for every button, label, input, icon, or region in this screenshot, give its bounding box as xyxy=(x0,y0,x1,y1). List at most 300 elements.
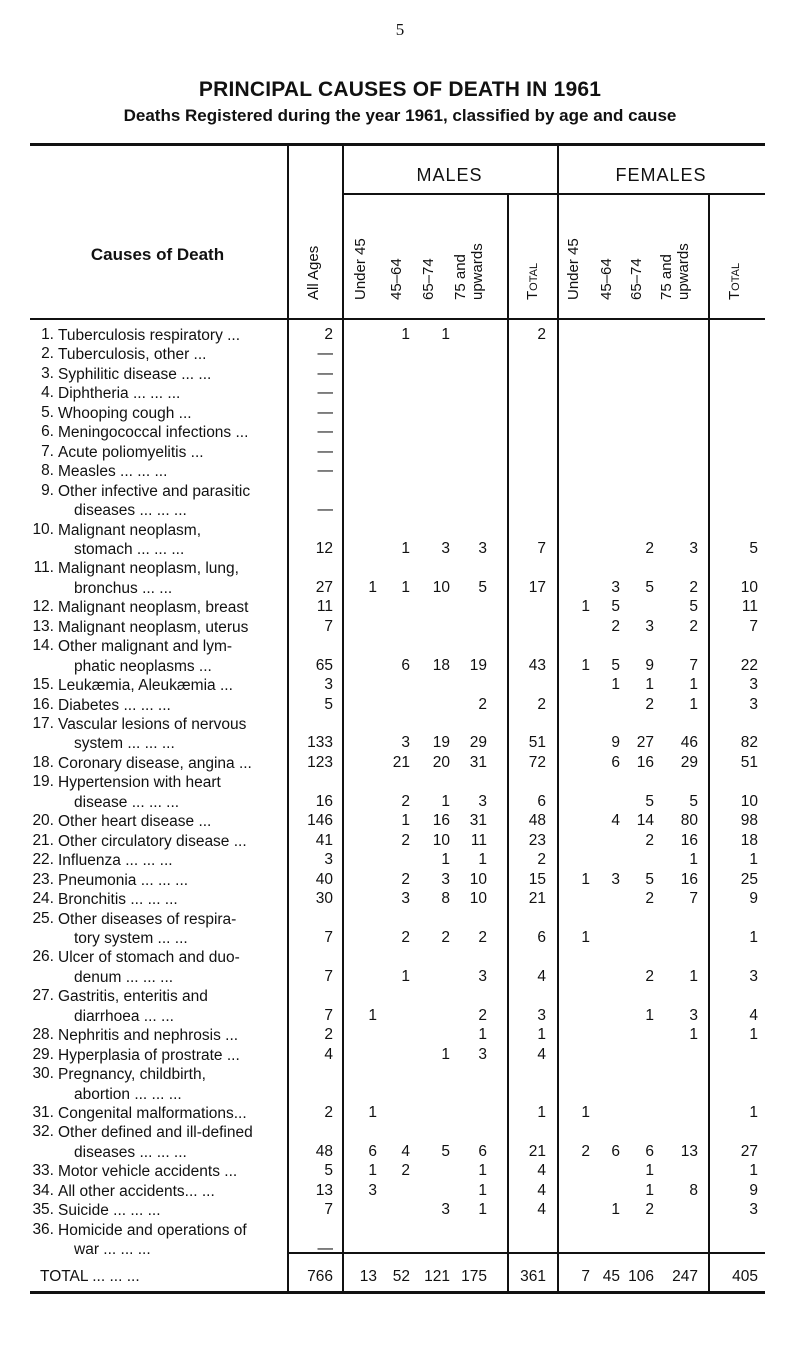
all-ages-value: 11 xyxy=(316,598,333,616)
male-value: 1 xyxy=(401,812,410,830)
male-total-value: 6 xyxy=(537,928,546,946)
cause-label: diseases ... ... ... xyxy=(74,502,187,520)
female-value: 6 xyxy=(645,1142,654,1160)
females-header: FEMALES xyxy=(615,165,707,185)
all-ages-value: 13 xyxy=(315,1181,333,1199)
all-ages-value: 2 xyxy=(324,1026,333,1044)
cause-label: Syphilitic disease ... ... xyxy=(58,365,212,383)
male-total-value: 15 xyxy=(528,870,546,888)
male-total-value: 1 xyxy=(537,1026,546,1044)
female-total-value: 27 xyxy=(740,1142,758,1160)
cause-label: Vascular lesions of nervous xyxy=(58,716,247,733)
female-value: 4 xyxy=(611,812,620,830)
row-number: 32. xyxy=(32,1123,54,1141)
cause-label: Other malignant and lym- xyxy=(58,638,233,656)
female-value: 1 xyxy=(611,676,620,694)
cause-label: Congenital malformations... xyxy=(58,1105,247,1122)
male-value: 2 xyxy=(401,870,410,888)
female-value: 1 xyxy=(581,928,590,946)
male-value: 2 xyxy=(401,928,410,946)
male-value: 3 xyxy=(401,734,410,752)
cause-label: bronchus ... ... xyxy=(74,579,173,597)
cause-label: diarrhoea ... ... xyxy=(74,1007,174,1025)
female-value: 1 xyxy=(689,695,698,713)
female-total-value: 51 xyxy=(740,753,758,771)
male-total-value: 23 xyxy=(528,831,546,849)
cause-label: Tuberculosis respiratory ... xyxy=(58,327,241,344)
female-total-value: 1 xyxy=(749,1104,758,1121)
row-number: 6. xyxy=(41,423,54,441)
female-total-value: 3 xyxy=(749,676,758,694)
male-total-value: 4 xyxy=(537,1181,546,1199)
total-label: TOTAL ... ... ... xyxy=(40,1268,140,1285)
female-value: 1 xyxy=(581,598,590,616)
male-total-value: 1 xyxy=(537,1104,546,1121)
row-number: 34. xyxy=(32,1181,54,1199)
female-total-value: 3 xyxy=(749,967,758,985)
cause-label: Whooping cough ... xyxy=(58,404,192,422)
row-number: 3. xyxy=(41,364,54,382)
female-value: 8 xyxy=(689,1181,698,1199)
female-value: 1 xyxy=(645,676,654,694)
row-number: 2. xyxy=(41,345,54,363)
bottom-rule xyxy=(30,1291,765,1294)
male-value: 3 xyxy=(441,539,450,557)
page-title: PRINCIPAL CAUSES OF DEATH IN 1961 xyxy=(198,78,602,101)
total-male-value: 13 xyxy=(359,1268,377,1285)
row-number: 7. xyxy=(41,442,54,460)
male-total-value: 43 xyxy=(528,656,546,674)
male-value: 31 xyxy=(469,753,487,771)
row-number: 8. xyxy=(41,462,54,480)
row-number: 27. xyxy=(32,987,54,1005)
male-value: 1 xyxy=(401,578,410,596)
all-ages-value: 133 xyxy=(307,734,333,752)
female-value: 80 xyxy=(680,812,698,830)
male-value: 1 xyxy=(478,1162,487,1180)
cause-label: Other circulatory disease ... xyxy=(58,832,247,850)
cause-label: Gastritis, enteritis and xyxy=(58,988,208,1006)
male-value: 4 xyxy=(401,1142,410,1160)
row-number: 15. xyxy=(32,676,54,694)
cause-label: Acute poliomyelitis ... xyxy=(58,443,204,461)
female-value: 1 xyxy=(581,870,590,888)
male-45-64-header: 45–64 xyxy=(388,258,405,300)
total-male-value: 52 xyxy=(392,1268,410,1285)
male-total-value: 4 xyxy=(537,1201,546,1219)
male-value: 31 xyxy=(469,812,487,830)
male-total-value: 4 xyxy=(537,1162,546,1180)
row-number: 14. xyxy=(32,637,54,655)
total-male-total: 361 xyxy=(520,1268,546,1285)
all-ages-value: 3 xyxy=(324,676,333,694)
row-number: 1. xyxy=(41,326,54,343)
female-value: 1 xyxy=(689,1026,698,1044)
male-value: 2 xyxy=(478,928,487,946)
female-total-value: 1 xyxy=(749,1162,758,1180)
all-ages-header: All Ages xyxy=(305,245,322,300)
row-number: 36. xyxy=(32,1220,54,1238)
female-value: 27 xyxy=(636,734,654,752)
male-value: 2 xyxy=(478,1006,487,1024)
male-value: 3 xyxy=(478,1045,487,1063)
male-value: 3 xyxy=(441,870,450,888)
all-ages-value: — xyxy=(317,423,333,441)
total-male-value: 175 xyxy=(461,1268,487,1285)
male-total-value: 21 xyxy=(528,1142,546,1160)
male-value: 2 xyxy=(401,1162,410,1180)
row-number: 29. xyxy=(32,1045,54,1063)
female-65-74-header: 65–74 xyxy=(628,258,645,300)
all-ages-value: 7 xyxy=(324,617,333,635)
group-header-rule xyxy=(342,193,765,195)
male-75-upwards-header: 75 and upwards xyxy=(452,243,486,300)
row-number: 20. xyxy=(32,812,54,830)
all-ages-value: — xyxy=(317,1240,333,1258)
all-ages-value: 123 xyxy=(307,753,333,771)
male-value: 3 xyxy=(478,539,487,557)
all-ages-value: — xyxy=(317,384,333,402)
row-number: 16. xyxy=(32,695,54,713)
male-value: 1 xyxy=(441,792,450,810)
total-female-value: 45 xyxy=(602,1268,620,1285)
cause-label: Other diseases of respira- xyxy=(58,910,237,928)
male-total-value: 4 xyxy=(537,1045,546,1063)
row-number: 23. xyxy=(32,870,54,888)
cause-label: Homicide and operations of xyxy=(58,1221,247,1239)
female-total-value: 4 xyxy=(749,1006,758,1024)
female-value: 2 xyxy=(645,831,654,849)
female-value: 16 xyxy=(680,831,698,849)
female-45-64-header: 45–64 xyxy=(598,258,615,300)
cause-label: Bronchitis ... ... ... xyxy=(58,891,178,909)
row-number: 33. xyxy=(32,1162,54,1180)
divider-female-total-left xyxy=(708,193,710,1291)
female-value: 16 xyxy=(680,870,698,888)
male-value: 1 xyxy=(401,967,410,985)
male-value: 1 xyxy=(478,851,487,869)
male-value: 10 xyxy=(469,870,487,888)
cause-label: denum ... ... ... xyxy=(74,968,174,986)
total-female-total: 405 xyxy=(732,1268,758,1285)
row-number: 19. xyxy=(32,773,54,791)
male-value: 1 xyxy=(441,851,450,869)
female-value: 3 xyxy=(689,539,698,557)
female-value: 1 xyxy=(689,676,698,694)
female-total-value: 9 xyxy=(749,890,758,908)
female-value: 3 xyxy=(689,1006,698,1024)
total-rule xyxy=(287,1252,765,1254)
male-value: 10 xyxy=(469,890,487,908)
male-total-value: 3 xyxy=(537,1006,546,1024)
female-value: 1 xyxy=(689,851,698,869)
cause-label: Pregnancy, childbirth, xyxy=(58,1066,206,1084)
cause-label: Pneumonia ... ... ... xyxy=(58,871,189,889)
row-number: 18. xyxy=(32,753,54,771)
page-number: 5 xyxy=(395,20,405,39)
all-ages-value: 146 xyxy=(307,812,333,830)
female-value: 1 xyxy=(689,967,698,985)
male-value: 11 xyxy=(470,831,487,849)
all-ages-value: 65 xyxy=(315,656,333,674)
cause-label: Malignant neoplasm, xyxy=(58,521,202,539)
all-ages-value: 3 xyxy=(324,851,333,869)
all-ages-value: 5 xyxy=(324,1162,333,1180)
row-number: 28. xyxy=(32,1026,54,1044)
cause-label: Suicide ... ... ... xyxy=(58,1202,161,1220)
female-value: 6 xyxy=(611,1142,620,1160)
male-value: 1 xyxy=(441,326,450,343)
male-value: 19 xyxy=(432,734,450,752)
all-ages-value: — xyxy=(317,442,333,460)
all-ages-value: 41 xyxy=(315,831,333,849)
female-total-value: 1 xyxy=(749,851,758,869)
male-value: 3 xyxy=(368,1181,377,1199)
all-ages-value: 12 xyxy=(315,539,333,557)
row-number: 13. xyxy=(32,617,54,635)
cause-label: tory system ... ... xyxy=(74,929,188,947)
female-value: 2 xyxy=(645,967,654,985)
cause-label: Diphtheria ... ... ... xyxy=(58,385,181,403)
female-value: 1 xyxy=(611,1201,620,1219)
female-value: 9 xyxy=(611,734,620,752)
male-total-value: 7 xyxy=(537,539,546,557)
male-value: 6 xyxy=(478,1142,487,1160)
female-value: 2 xyxy=(645,890,654,908)
all-ages-value: — xyxy=(317,403,333,421)
males-header: MALES xyxy=(416,165,483,185)
female-value: 5 xyxy=(611,598,620,616)
all-ages-value: 7 xyxy=(324,1006,333,1024)
row-number: 11. xyxy=(33,559,54,577)
female-total-value: 25 xyxy=(740,870,758,888)
male-value: 1 xyxy=(478,1201,487,1219)
cause-label: abortion ... ... ... xyxy=(74,1085,182,1103)
cause-label: Other infective and parasitic xyxy=(58,482,251,500)
female-total-value: 1 xyxy=(749,928,758,946)
cause-label: war ... ... ... xyxy=(74,1241,151,1259)
male-total-value: 51 xyxy=(528,734,546,752)
male-total-value: 6 xyxy=(537,792,546,810)
male-value: 1 xyxy=(441,1045,450,1063)
male-total-value: 48 xyxy=(528,812,546,830)
female-total-value: 1 xyxy=(749,1026,758,1044)
female-total-value: 5 xyxy=(749,539,758,557)
male-value: 1 xyxy=(368,1006,377,1024)
male-value: 6 xyxy=(401,656,410,674)
total-female-value: 7 xyxy=(581,1268,590,1285)
all-ages-value: 40 xyxy=(315,870,333,888)
male-value: 1 xyxy=(478,1181,487,1199)
total-all-ages: 766 xyxy=(307,1268,333,1285)
male-total-value: 2 xyxy=(537,695,546,713)
female-value: 5 xyxy=(689,598,698,616)
male-value: 2 xyxy=(441,928,450,946)
female-value: 16 xyxy=(636,753,654,771)
female-value: 2 xyxy=(581,1142,590,1160)
header-rule xyxy=(30,318,765,320)
female-value: 5 xyxy=(689,792,698,810)
male-value: 10 xyxy=(432,831,450,849)
female-total-value: 22 xyxy=(740,656,758,674)
male-value: 3 xyxy=(401,890,410,908)
all-ages-value: 5 xyxy=(324,695,333,713)
row-number: 10. xyxy=(32,520,54,538)
male-total-value: 2 xyxy=(537,851,546,869)
female-value: 1 xyxy=(581,656,590,674)
row-number: 25. xyxy=(32,909,54,927)
cause-label: phatic neoplasms ... xyxy=(74,657,212,675)
male-value: 20 xyxy=(432,753,450,771)
row-number: 30. xyxy=(32,1065,54,1083)
cause-label: Malignant neoplasm, uterus xyxy=(58,618,249,636)
female-value: 1 xyxy=(645,1181,654,1199)
causes-header: Causes of Death xyxy=(90,245,225,264)
row-number: 9. xyxy=(41,481,54,499)
male-total-value: 17 xyxy=(528,578,546,596)
cause-label: Leukæmia, Aleukæmia ... xyxy=(58,677,233,695)
female-value: 6 xyxy=(611,753,620,771)
total-female-value: 247 xyxy=(672,1268,698,1285)
male-total-value: 72 xyxy=(528,753,546,771)
female-total-value: 10 xyxy=(740,792,758,810)
all-ages-value: 2 xyxy=(324,1104,333,1121)
male-value: 8 xyxy=(441,890,450,908)
cause-label: Tuberculosis, other ... xyxy=(58,346,207,364)
all-ages-value: 2 xyxy=(324,326,333,343)
female-value: 1 xyxy=(645,1006,654,1024)
all-ages-value: 4 xyxy=(324,1045,333,1063)
top-rule xyxy=(30,143,765,146)
row-number: 17. xyxy=(32,715,54,732)
male-value: 2 xyxy=(478,695,487,713)
cause-label: Coronary disease, angina ... xyxy=(58,754,252,772)
cause-label: Motor vehicle accidents ... xyxy=(58,1163,238,1181)
total-male-value: 121 xyxy=(424,1268,450,1285)
female-value: 3 xyxy=(645,617,654,635)
female-total-value: 3 xyxy=(749,1201,758,1219)
female-value: 5 xyxy=(645,792,654,810)
all-ages-value: 27 xyxy=(315,578,333,596)
female-total-value: 9 xyxy=(749,1181,758,1199)
male-value: 3 xyxy=(478,792,487,810)
male-value: 6 xyxy=(368,1142,377,1160)
male-value: 1 xyxy=(368,1104,377,1121)
cause-label: system ... ... ... xyxy=(74,735,175,753)
male-value: 16 xyxy=(432,812,450,830)
female-total-value: 82 xyxy=(740,734,758,752)
all-ages-value: — xyxy=(317,462,333,480)
all-ages-value: 16 xyxy=(315,792,333,810)
female-value: 13 xyxy=(680,1142,698,1160)
all-ages-value: 48 xyxy=(315,1142,333,1160)
female-value: 3 xyxy=(611,578,620,596)
female-total-value: 98 xyxy=(740,812,758,830)
male-total-value: 21 xyxy=(528,890,546,908)
all-ages-value: — xyxy=(317,501,333,519)
male-value: 1 xyxy=(401,539,410,557)
all-ages-value: — xyxy=(317,364,333,382)
male-65-74-header: 65–74 xyxy=(420,258,437,300)
all-ages-value: — xyxy=(317,345,333,363)
cause-label: Malignant neoplasm, breast xyxy=(58,599,249,617)
male-value: 3 xyxy=(441,1201,450,1219)
cause-label: Measles ... ... ... xyxy=(58,463,168,481)
cause-label: Nephritis and nephrosis ... xyxy=(58,1027,239,1045)
male-value: 29 xyxy=(469,734,487,752)
female-value: 5 xyxy=(645,870,654,888)
male-value: 5 xyxy=(441,1142,450,1160)
row-number: 31. xyxy=(32,1104,54,1121)
cause-label: stomach ... ... ... xyxy=(74,540,185,558)
female-value: 2 xyxy=(645,1201,654,1219)
female-value: 2 xyxy=(689,617,698,635)
total-female-value: 106 xyxy=(628,1268,654,1285)
row-number: 22. xyxy=(32,851,54,869)
cause-label: Influenza ... ... ... xyxy=(58,852,173,870)
male-under45-header: Under 45 xyxy=(352,238,369,300)
row-number: 12. xyxy=(32,598,54,616)
female-value: 2 xyxy=(645,695,654,713)
cause-label: Meningococcal infections ... xyxy=(58,424,249,442)
male-value: 19 xyxy=(469,656,487,674)
female-value: 5 xyxy=(645,578,654,596)
cause-label: Ulcer of stomach and duo- xyxy=(58,949,240,967)
male-total-value: 2 xyxy=(537,326,546,343)
row-number: 24. xyxy=(32,890,54,908)
male-value: 10 xyxy=(432,578,450,596)
cause-label: diseases ... ... ... xyxy=(74,1143,187,1161)
female-under45-header: Under 45 xyxy=(565,238,582,300)
male-value: 1 xyxy=(401,326,410,343)
cause-label: All other accidents... ... xyxy=(58,1182,215,1200)
row-number: 21. xyxy=(32,831,54,849)
male-value: 1 xyxy=(478,1026,487,1044)
female-value: 2 xyxy=(611,617,620,635)
all-ages-value: 7 xyxy=(324,1201,333,1219)
female-value: 14 xyxy=(636,812,654,830)
female-total-value: 18 xyxy=(740,831,758,849)
female-total-header: Total xyxy=(726,262,743,300)
female-value: 7 xyxy=(689,656,698,674)
male-value: 5 xyxy=(478,578,487,596)
male-value: 2 xyxy=(401,831,410,849)
male-value: 2 xyxy=(401,792,410,810)
cause-label: Other defined and ill-defined xyxy=(58,1124,253,1142)
female-value: 1 xyxy=(581,1104,590,1121)
row-number: 26. xyxy=(32,948,54,966)
cause-label: Hypertension with heart xyxy=(58,774,221,792)
female-value: 5 xyxy=(611,656,620,674)
female-value: 9 xyxy=(645,656,654,674)
page-subtitle: Deaths Registered during the year 1961, classified by age and cause xyxy=(123,106,677,125)
female-value: 3 xyxy=(611,870,620,888)
female-value: 29 xyxy=(680,753,698,771)
female-value: 46 xyxy=(680,734,698,752)
female-value: 2 xyxy=(689,578,698,596)
divider-male-total-left xyxy=(507,193,509,1291)
row-number: 35. xyxy=(32,1201,54,1219)
female-total-value: 3 xyxy=(749,695,758,713)
cause-label: Malignant neoplasm, lung, xyxy=(58,560,239,578)
female-total-value: 10 xyxy=(740,578,758,596)
cause-label: Hyperplasia of prostrate ... xyxy=(58,1046,240,1064)
all-ages-value: 7 xyxy=(324,928,333,946)
male-total-value: 4 xyxy=(537,967,546,985)
male-value: 21 xyxy=(392,753,410,771)
cause-label: Diabetes ... ... ... xyxy=(58,696,171,714)
female-total-value: 11 xyxy=(741,598,758,616)
